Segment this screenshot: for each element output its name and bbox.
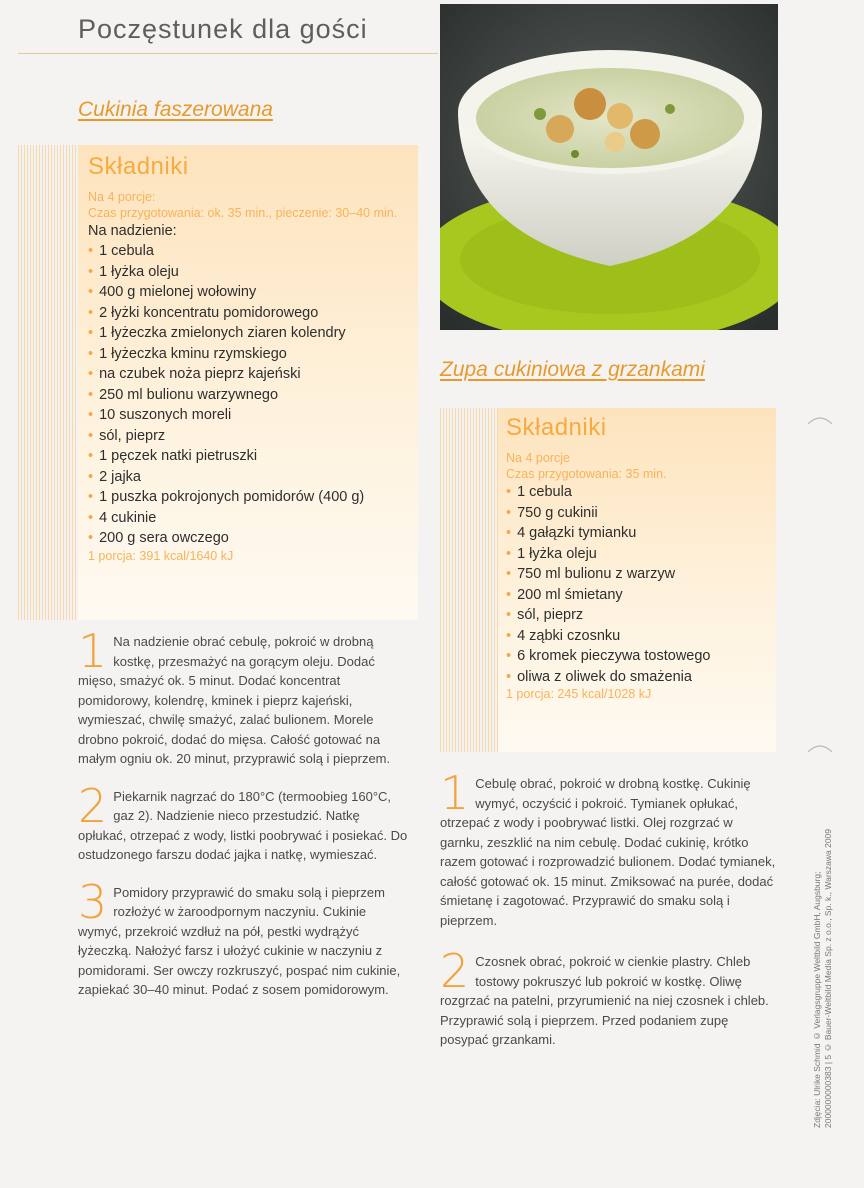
ingredient-item: • 1 pęczek natki pietruszki xyxy=(88,446,408,467)
recipe2-title: Zupa cukiniowa z grzankami xyxy=(440,358,705,381)
step-number: 1 xyxy=(440,766,470,820)
ingredient-item: • 4 ząbki czosnku xyxy=(506,626,768,647)
ingredient-item: • 2 łyżki koncentratu pomidorowego xyxy=(88,303,408,324)
recipe2-kcal: 1 porcja: 245 kcal/1028 kJ xyxy=(506,687,652,701)
recipe1-time: Czas przygotowania: ok. 35 min., pieczenie: 30–40 min. xyxy=(88,206,398,220)
ingredient-item: • 1 łyżeczka zmielonych ziaren kolendry xyxy=(88,323,408,344)
step-number: 2 xyxy=(440,944,470,998)
recipe2-box-stripe xyxy=(440,408,498,752)
recipe-step xyxy=(78,874,408,1000)
title-divider xyxy=(18,53,438,54)
ingredient-item: • sól, pieprz xyxy=(88,426,408,447)
recipe1-kcal: 1 porcja: 391 kcal/1640 kJ xyxy=(88,548,234,563)
ingredient-item: • 750 g cukinii xyxy=(506,503,768,524)
ingredient-item: • 250 ml bulionu warzywnego xyxy=(88,385,408,406)
credits-line2: 2000000000383 | 5 © Bauer-Weltbild Media Sp. z o.o., Sp. k., Warszawa 2009 xyxy=(823,828,833,1128)
credits-line1: Zdjęcia: Ulrike Schmid © Verlagsgruppe Weltbild GmbH, Augsburg; xyxy=(812,871,822,1128)
recipe1-title: Cukinia faszerowana xyxy=(78,98,273,121)
step-number: 2 xyxy=(78,778,108,833)
recipe2-time: Czas przygotowania: 35 min. xyxy=(506,467,667,481)
ingredient-item: • oliwa z oliwek do smażenia xyxy=(506,667,768,688)
ingredient-item: • 1 łyżka oleju xyxy=(88,262,408,283)
ingredient-item: • na czubek noża pieprz kajeński xyxy=(88,364,408,385)
recipe2-ingredient-list xyxy=(506,482,768,687)
page-title: Poczęstunek dla gości xyxy=(78,14,368,44)
recipe2-box-heading: Składniki xyxy=(506,414,607,441)
ingredient-item: • 1 puszka pokrojonych pomidorów (400 g) xyxy=(88,487,408,508)
step-number: 1 xyxy=(78,624,108,678)
ingredient-item: • 6 kromek pieczywa tostowego xyxy=(506,646,768,667)
recipe2-steps xyxy=(440,766,776,1072)
recipe-step xyxy=(78,624,408,769)
step-text: Piekarnik nagrzać do 180°C (termoobieg 160°C, gaz 2). Nadzienie nieco przestudzić. Natkę opłukać, otrzepać z wody, listki poobrywać i posiekać. Do ostudzonego farszu dodać jajka i natkę, wymieszać. xyxy=(78,788,408,862)
recipe1-filling-label: Na nadzienie: xyxy=(88,223,177,239)
step-number: 3 xyxy=(78,874,108,929)
recipe2-portions: Na 4 porcje xyxy=(506,451,570,465)
ingredient-item: • 1 łyżeczka kminu rzymskiego xyxy=(88,344,408,365)
recipe1-ingredients-box xyxy=(78,145,418,620)
recipe1-steps xyxy=(78,624,408,1018)
ingredient-item: • 750 ml bulionu z warzyw xyxy=(506,564,768,585)
binder-hole-mark-1 xyxy=(806,410,836,440)
soup-bowl-image xyxy=(440,4,778,330)
step-text: Cebulę obrać, pokroić w drobną kostkę. Cukinię wymyć, oczyścić i pokroić. Tymianek opłukać, otrzepać z wody i poobrywać listki. Olej rozgrzać w garnku, zeszklić na nim cebulę. Dodać cukinię, krótko razem gotować i rozprowadzić bulionem. Dodać tymianek, całość gotować ok. 15 minut. Zmiksować na purée, dodać śmietanę i zagotować. Przyprawić do smaku solą i pieprzem. xyxy=(440,776,776,928)
step-text: Pomidory przyprawić do smaku solą i pieprzem rozłożyć w żaroodpornym naczyniu. Cukinie wymyć, przekroić wzdłuż na pół, pestki wydrążyć łyżeczką. Nałożyć farsz i ułożyć cukinie w naczyniu z pomidorami. Ser owczy rozkruszyć, pospać nim cukinie, zapiekać 30–40 minut. Podać z sosem pomidorowym. xyxy=(78,884,401,997)
recipe-step xyxy=(440,944,776,1050)
photo-credits xyxy=(812,798,834,1128)
recipe-step xyxy=(440,766,776,930)
ingredient-item: • 200 g sera owczego xyxy=(88,528,408,549)
step-text: Czosnek obrać, pokroić w cienkie plastry. Chleb tostowy pokruszyć lub pokroić w kostkę. Oliwę rozgrzać na patelni, przyrumienić na niej czosnek i chleb. Przyprawić solą i pieprzem. Przed podaniem zupę posypać grzankami. xyxy=(440,954,769,1047)
ingredient-item: • 1 cebula xyxy=(506,482,768,503)
ingredient-item: • 200 ml śmietany xyxy=(506,585,768,606)
ingredient-item: • 4 cukinie xyxy=(88,508,408,529)
ingredient-item: • 400 g mielonej wołowiny xyxy=(88,282,408,303)
ingredient-item: • 10 suszonych moreli xyxy=(88,405,408,426)
step-text: Na nadzienie obrać cebulę, pokroić w drobną kostkę, przesmażyć na gorącym oleju. Dodać mięso, smażyć ok. 5 minut. Dodać koncentrat pomidorowy, kolendrę, kminek i pieprz kajeński, wymieszać, chwilę smażyć, zalać bulionem. Morele drobno pokroić, dodać do mięsa. Całość gotować na małym ogniu ok. 20 minut, przyprawić solą i pieprzem. xyxy=(78,634,391,766)
ingredient-item: • 1 łyżka oleju xyxy=(506,544,768,565)
recipe-step xyxy=(78,778,408,865)
binder-hole-mark-2 xyxy=(806,738,836,768)
recipe1-box-heading: Składniki xyxy=(88,153,189,180)
ingredient-item: • 4 gałązki tymianku xyxy=(506,523,768,544)
recipe1-ingredient-list xyxy=(88,241,408,549)
soup-photo xyxy=(440,4,778,330)
ingredient-item: • 2 jajka xyxy=(88,467,408,488)
recipe1-box-stripe xyxy=(18,145,78,620)
ingredient-item: • 1 cebula xyxy=(88,241,408,262)
recipe1-portions: Na 4 porcje: xyxy=(88,190,156,204)
ingredient-item: • sól, pieprz xyxy=(506,605,768,626)
recipe2-ingredients-box xyxy=(498,408,776,752)
